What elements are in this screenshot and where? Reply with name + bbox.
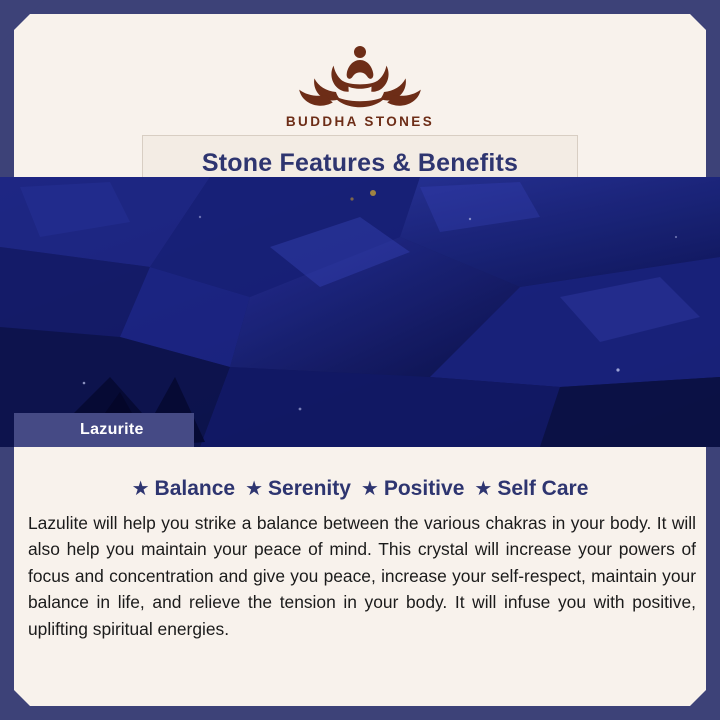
corner-accent-top-left xyxy=(0,0,44,44)
benefits-row xyxy=(0,477,720,501)
benefit-label: Positive xyxy=(383,477,465,500)
benefit-label: Balance xyxy=(154,477,236,500)
star-icon: ★ xyxy=(474,478,493,500)
stone-name: Lazurite xyxy=(80,421,144,438)
brand-name: BUDDHA STONES xyxy=(285,114,435,129)
corner-accent-top-right xyxy=(676,0,720,44)
stone-image xyxy=(0,177,720,447)
lotus-meditation-icon xyxy=(280,36,440,110)
corner-accent-bottom-left xyxy=(0,676,44,720)
benefit-item xyxy=(129,477,238,501)
star-icon: ★ xyxy=(245,478,264,500)
stone-name-tag xyxy=(14,413,194,447)
benefit-item xyxy=(471,477,591,501)
benefit-item xyxy=(358,477,467,501)
star-icon: ★ xyxy=(360,478,379,500)
benefit-label: Serenity xyxy=(268,477,351,500)
benefit-item xyxy=(242,477,354,501)
star-icon: ★ xyxy=(131,478,150,500)
description-text: Lazulite will help you strike a balance between the various chakras in your body. It will also help you maintain your peace of mind. This crystal will increase your powers of focus and concentration and give you peace, increase your self-respect, maintain your balance in life, and relieve the tension in your body. It will infuse you with positive, uplifting spiritual energies. xyxy=(28,513,696,639)
benefit-label: Self Care xyxy=(497,477,589,500)
brand-logo xyxy=(14,36,706,129)
corner-accent-bottom-right xyxy=(676,676,720,720)
page-title: Stone Features & Benefits xyxy=(201,149,519,177)
